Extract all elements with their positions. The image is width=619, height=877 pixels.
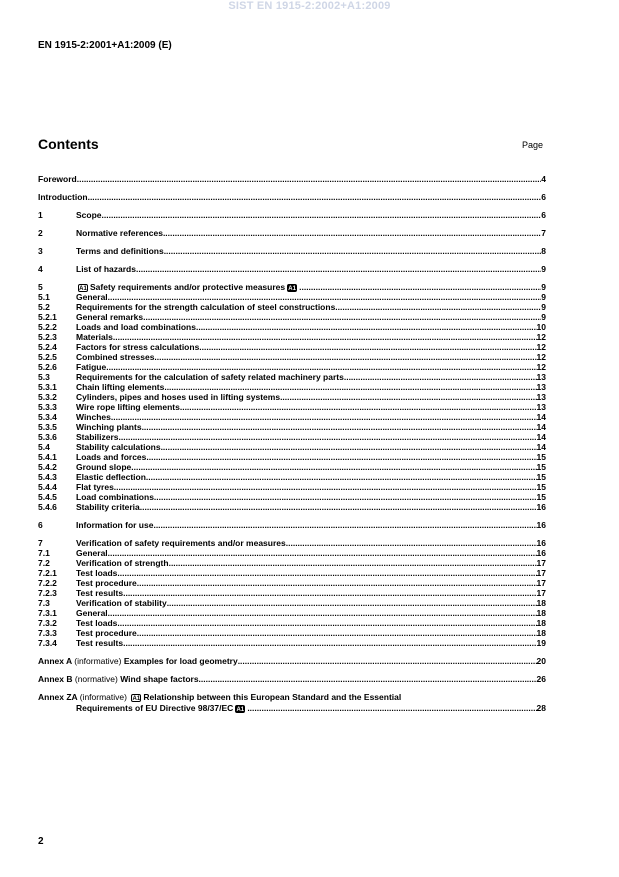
toc-entry-5-4-2[interactable]: [38, 462, 546, 472]
toc-number: 5.3.3: [38, 402, 57, 412]
toc-page: 19: [536, 638, 546, 648]
toc-page: 12: [536, 342, 546, 352]
toc-page: 15: [536, 452, 546, 462]
toc-title: Stabilizers: [76, 432, 119, 442]
toc-title: Test procedure: [76, 578, 137, 588]
toc-number: 2: [38, 228, 43, 238]
toc-page: 6: [541, 210, 546, 220]
toc-entry-3[interactable]: [38, 246, 546, 256]
amendment-start-icon: A1: [79, 285, 87, 292]
toc-title: Verification of strength: [76, 558, 169, 568]
toc-entry-7-3-3[interactable]: [38, 628, 546, 638]
toc-page: 16: [536, 502, 546, 512]
toc-page: 18: [536, 628, 546, 638]
toc-number: 5.3: [38, 372, 50, 382]
toc-title: Scope: [76, 210, 102, 220]
toc-title: Winching plants: [76, 422, 142, 432]
toc-number: 3: [38, 246, 43, 256]
toc-title: Introduction: [38, 192, 88, 202]
toc-number: 5.4.1: [38, 452, 57, 462]
page-column-label: Page: [522, 140, 544, 150]
toc-entry-5-2-6[interactable]: [38, 362, 546, 372]
toc-page: 17: [536, 588, 546, 598]
annex-label: Annex ZA: [38, 692, 78, 702]
toc-number: 5.4: [38, 442, 50, 452]
toc-entry-7-3-2[interactable]: [38, 618, 546, 628]
toc-entry-5-2[interactable]: [38, 302, 546, 312]
toc-number: 7: [38, 538, 43, 548]
toc-entry-annex-b[interactable]: [38, 674, 546, 684]
toc-title: Loads and load combinations: [76, 322, 196, 332]
toc-number: 6: [38, 520, 43, 530]
toc-title: Elastic deflection: [76, 472, 146, 482]
toc-page: 9: [541, 292, 546, 302]
toc-number: 4: [38, 264, 43, 274]
toc-page: 16: [536, 520, 546, 530]
annex-type: (informative): [74, 656, 122, 666]
toc-number: 5.3.4: [38, 412, 57, 422]
toc-title: Safety requirements and/or protective measures: [90, 282, 286, 292]
toc-page: 6: [541, 192, 546, 202]
toc-number: 7.2.1: [38, 568, 57, 578]
toc-entry-7-2[interactable]: [38, 558, 546, 568]
toc-title: List of hazards: [76, 264, 136, 274]
toc-number: 5.2: [38, 302, 50, 312]
page-title: Contents: [38, 136, 99, 152]
toc-title: General remarks: [76, 312, 144, 322]
toc-entry-7[interactable]: [38, 538, 546, 548]
toc-number: 5.3.2: [38, 392, 57, 402]
toc-entry-annex-za[interactable]: [38, 692, 546, 714]
toc-number: 5.3.5: [38, 422, 57, 432]
page-number: 2: [38, 836, 44, 847]
toc-entry-1[interactable]: [38, 210, 546, 220]
toc-page: 9: [541, 282, 546, 292]
toc-title: Flat tyres: [76, 482, 114, 492]
toc-page: 17: [536, 568, 546, 578]
toc-number: 5.3.6: [38, 432, 57, 442]
toc-title: Examples for load geometry: [123, 656, 238, 666]
toc-title: Requirements for the strength calculation of steel constructions: [76, 302, 336, 312]
toc-title: Materials: [76, 332, 113, 342]
toc-entry-5-3-2[interactable]: [38, 392, 546, 402]
toc-number: 7.3.4: [38, 638, 57, 648]
toc-page: 8: [541, 246, 546, 256]
toc-entry-7-2-3[interactable]: [38, 588, 546, 598]
toc-title-continued: Requirements of EU Directive 98/37/EC: [76, 703, 234, 713]
toc-title: General: [76, 608, 108, 618]
table-of-contents: [38, 174, 546, 714]
toc-number: 7.2.2: [38, 578, 57, 588]
toc-entry-foreword[interactable]: [38, 174, 546, 184]
toc-entry-5-4-1[interactable]: [38, 452, 546, 462]
toc-page: 16: [536, 548, 546, 558]
toc-page: 15: [536, 482, 546, 492]
toc-number: 7.3: [38, 598, 50, 608]
toc-title: Wire rope lifting elements: [76, 402, 180, 412]
toc-entry-5-2-4[interactable]: [38, 342, 546, 352]
toc-number: 5.1: [38, 292, 50, 302]
toc-page: 20: [536, 656, 546, 666]
toc-number: 7.3.3: [38, 628, 57, 638]
toc-page: 9: [541, 264, 546, 274]
toc-entry-5-3-4[interactable]: [38, 412, 546, 422]
toc-page: 13: [536, 392, 546, 402]
toc-number: 5.2.6: [38, 362, 57, 372]
toc-page: 12: [536, 332, 546, 342]
toc-number: 1: [38, 210, 43, 220]
toc-page: 12: [536, 352, 546, 362]
toc-title: Test results: [76, 638, 124, 648]
amendment-end-icon: A1: [288, 285, 296, 292]
toc-entry-5-2-3[interactable]: [38, 332, 546, 342]
toc-entry-5-3[interactable]: [38, 372, 546, 382]
toc-number: 5.2.2: [38, 322, 57, 332]
toc-number: 7.3.1: [38, 608, 57, 618]
toc-page: 12: [536, 362, 546, 372]
toc-entry-4[interactable]: [38, 264, 546, 274]
amendment-end-icon: A1: [236, 706, 245, 713]
toc-page: 17: [536, 558, 546, 568]
toc-page: 16: [536, 538, 546, 548]
toc-number: 7.2: [38, 558, 50, 568]
toc-title: Winches: [76, 412, 111, 422]
toc-page: 14: [536, 412, 546, 422]
toc-title: Load combinations: [76, 492, 154, 502]
toc-title: Stability criteria: [76, 502, 140, 512]
toc-title: Test loads: [76, 568, 118, 578]
toc-title: Test loads: [76, 618, 118, 628]
toc-entry-5-2-2[interactable]: [38, 322, 546, 332]
toc-page: 15: [536, 492, 546, 502]
toc-page: 10: [536, 322, 546, 332]
toc-entry-7-2-1[interactable]: [38, 568, 546, 578]
toc-title: Test results: [76, 588, 124, 598]
toc-entry-5-1[interactable]: [38, 292, 546, 302]
toc-number: 5.2.1: [38, 312, 57, 322]
toc-page: 13: [536, 372, 546, 382]
toc-entry-2[interactable]: [38, 228, 546, 238]
annex-type: (informative): [79, 692, 127, 702]
toc-title: Combined stresses: [76, 352, 155, 362]
annex-label: Annex B: [38, 674, 73, 684]
annex-label: Annex A: [38, 656, 72, 666]
annex-type: (normative): [74, 674, 118, 684]
toc-title: Factors for stress calculations: [76, 342, 200, 352]
toc-page: 18: [536, 608, 546, 618]
toc-title: General: [76, 292, 108, 302]
toc-entry-7-3[interactable]: [38, 598, 546, 608]
toc-entry-annex-a[interactable]: [38, 656, 546, 666]
toc-page: 14: [536, 432, 546, 442]
toc-title: Relationship between this European Standard and the Essential: [143, 692, 402, 702]
toc-number: 7.1: [38, 548, 50, 558]
toc-entry-introduction[interactable]: [38, 192, 546, 202]
toc-entry-5-4[interactable]: [38, 442, 546, 452]
toc-number: 7.2.3: [38, 588, 57, 598]
toc-entry-5[interactable]: [38, 282, 546, 292]
toc-page: 28: [536, 703, 546, 713]
toc-entry-5-4-6[interactable]: [38, 502, 546, 512]
toc-number: 5.2.5: [38, 352, 57, 362]
toc-number: 5.4.6: [38, 502, 57, 512]
toc-number: 5.4.4: [38, 482, 57, 492]
toc-number: 7.3.2: [38, 618, 57, 628]
toc-entry-7-2-2[interactable]: [38, 578, 546, 588]
toc-title: Fatigue: [76, 362, 107, 372]
toc-number: 5.2.3: [38, 332, 57, 342]
toc-number: 5.4.3: [38, 472, 57, 482]
toc-number: 5.3.1: [38, 382, 57, 392]
toc-title: Requirements for the calculation of safety related machinery parts: [76, 372, 344, 382]
toc-title: Wind shape factors: [120, 674, 199, 684]
toc-title: Ground slope: [76, 462, 132, 472]
toc-title: Cylinders, pipes and hoses used in lifting systems: [76, 392, 281, 402]
toc-title: Test procedure: [76, 628, 137, 638]
toc-page: 15: [536, 472, 546, 482]
toc-entry-7-1[interactable]: [38, 548, 546, 558]
toc-page: 17: [536, 578, 546, 588]
toc-entry-6[interactable]: [38, 520, 546, 530]
toc-page: 15: [536, 462, 546, 472]
toc-entry-5-4-5[interactable]: [38, 492, 546, 502]
toc-entry-5-4-4[interactable]: [38, 482, 546, 492]
toc-number: 5.4.2: [38, 462, 57, 472]
toc-number: 5.2.4: [38, 342, 57, 352]
toc-entry-5-2-5[interactable]: [38, 352, 546, 362]
toc-title: General: [76, 548, 108, 558]
toc-entry-7-3-4[interactable]: [38, 638, 546, 648]
toc-page: 14: [536, 442, 546, 452]
amendment-start-icon: A1: [132, 695, 141, 702]
toc-page: 9: [541, 302, 546, 312]
toc-page: 13: [536, 382, 546, 392]
toc-number: 5.4.5: [38, 492, 57, 502]
standard-reference: EN 1915-2:2001+A1:2009 (E): [38, 40, 172, 51]
toc-title: Information for use: [76, 520, 154, 530]
toc-page: 18: [536, 598, 546, 608]
toc-entry-5-2-1[interactable]: [38, 312, 546, 322]
toc-title: Verification of stability: [76, 598, 167, 608]
watermark: SIST EN 1915-2:2002+A1:2009: [228, 0, 391, 12]
toc-entry-5-3-1[interactable]: [38, 382, 546, 392]
toc-entry-5-3-6[interactable]: [38, 432, 546, 442]
toc-title: Verification of safety requirements and/or measures: [76, 538, 286, 548]
toc-page: 13: [536, 402, 546, 412]
toc-title: Normative references: [76, 228, 163, 238]
toc-entry-5-3-3[interactable]: [38, 402, 546, 412]
toc-title: Stability calculations: [76, 442, 161, 452]
toc-entry-7-3-1[interactable]: [38, 608, 546, 618]
toc-title: Terms and definitions: [76, 246, 164, 256]
toc-page: 26: [536, 674, 546, 684]
toc-entry-5-3-5[interactable]: [38, 422, 546, 432]
toc-number: 5: [38, 282, 43, 292]
toc-page: 7: [541, 228, 546, 238]
toc-title: Loads and forces: [76, 452, 147, 462]
toc-entry-5-4-3[interactable]: [38, 472, 546, 482]
toc-page: 9: [541, 312, 546, 322]
toc-page: 4: [541, 174, 546, 184]
toc-page: 18: [536, 618, 546, 628]
toc-page: 14: [536, 422, 546, 432]
toc-title: Chain lifting elements: [76, 382, 165, 392]
toc-title: Foreword: [38, 174, 77, 184]
